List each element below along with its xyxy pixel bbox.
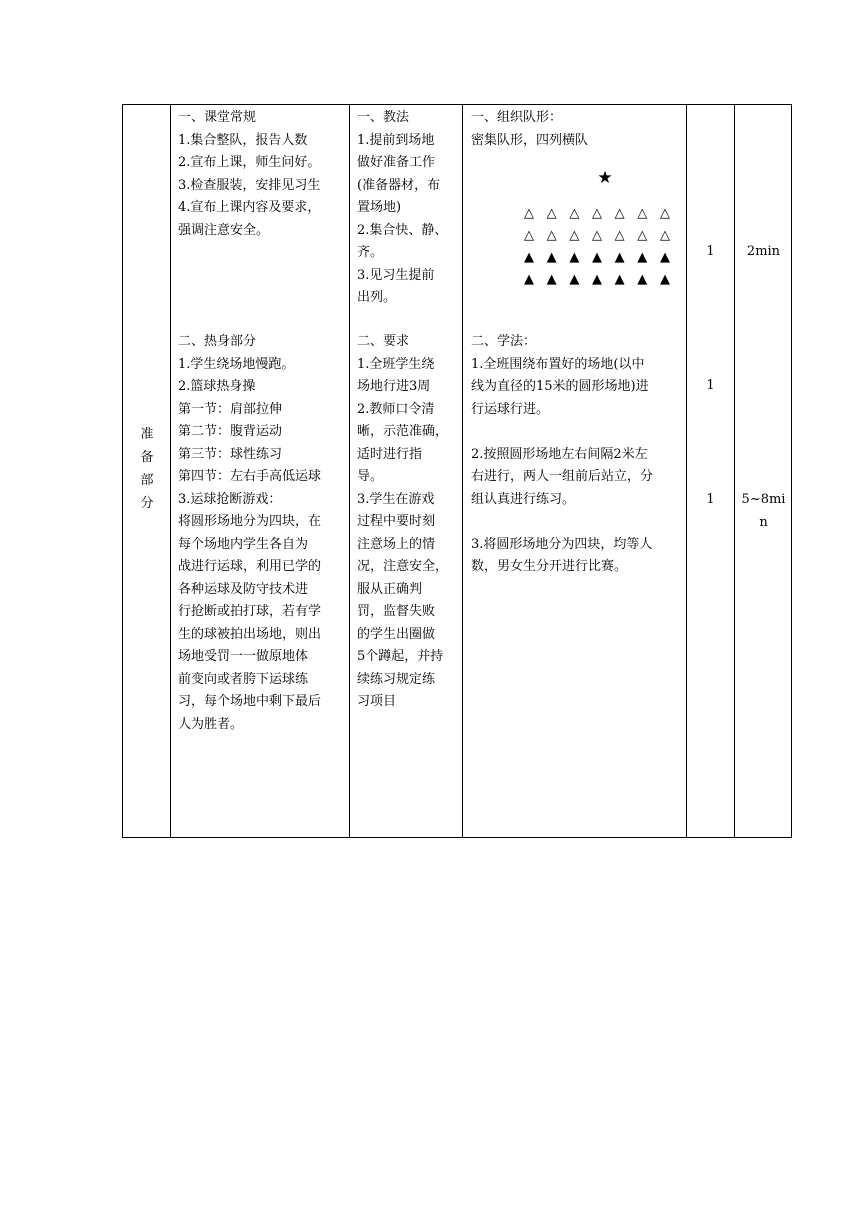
student-triangle-filled-icon: ▲ [637,272,648,287]
text-line: 况，注意安全， [357,559,449,574]
student-triangle-filled-icon: ▲ [614,250,625,265]
text-line: 做好准备工作 [357,155,436,170]
text-line: 数，男女生分开进行比赛。 [471,559,628,574]
formation-row [521,269,673,291]
text-line: 3.学生在游戏 [357,491,435,507]
organization-section-study-method [471,331,683,579]
text-line: (准备器材，布 [357,177,441,193]
text-line: 置场地) [357,200,402,215]
student-triangle-outline-icon: △ [569,206,580,221]
text-line: 第四节：左右手高低运球 [178,469,322,484]
student-triangle-filled-icon: ▲ [591,250,602,265]
student-triangle-filled-icon: ▲ [569,272,580,287]
student-triangle-outline-icon: △ [659,228,670,243]
student-triangle-filled-icon: ▲ [524,250,534,265]
text-line: 2.篮球热身操 [178,379,256,394]
text-line: 二、热身部分 [178,334,257,349]
text-line: 2.宣布上课，师生问好。 [178,155,321,170]
student-triangle-filled-icon: ▲ [659,272,670,287]
text-line: 2.按照圆形场地左右间隔2米左 [471,446,648,462]
part-label-char: 部 [140,473,154,488]
lesson-plan-table [122,104,792,838]
text-line: 行运球行进。 [471,401,550,417]
text-line: 3.将圆形场地分为四块，均等人 [471,536,653,552]
teacher-section-method [357,107,457,310]
text-line: 习，每个场地中剩下最后 [178,694,322,709]
student-triangle-filled-icon: ▲ [637,250,648,265]
student-triangle-filled-icon: ▲ [569,250,580,265]
text-line: 第三节：球性练习 [178,446,283,462]
text-line: 5个蹲起，并持 [357,649,444,664]
text-line: 二、要求 [357,334,410,349]
student-triangle-filled-icon: ▲ [546,250,557,265]
part-label-char: 备 [140,450,154,465]
text-line: 1.全班学生绕 [357,356,435,372]
student-triangle-outline-icon: △ [591,206,602,221]
text-line: 导。 [357,469,384,484]
text-line: 右进行，两人一组前后站立，分 [471,469,654,484]
student-triangle-filled-icon: ▲ [591,272,602,287]
teacher-star-icon: ★ [597,168,613,188]
text-line: 场地受罚一一做原地体 [178,649,309,664]
student-triangle-outline-icon: △ [637,228,648,243]
times-value: 1 [706,378,715,393]
formation-row [521,247,673,269]
text-line: 4.宣布上课内容及要求， [178,200,321,215]
text-line: 第一节：肩部拉伸 [178,401,283,417]
text-line: 3.见习生提前 [357,267,435,283]
text-line: 将圆形场地分为四块，在 [178,514,322,529]
text-line: 1.学生绕场地慢跑。 [178,356,295,372]
column-divider [734,105,735,837]
text-line: 行抢断或拍打球，若有学 [178,604,322,619]
teacher-section-requirements [357,331,457,714]
formation-diagram [519,167,679,291]
text-line: 第二节：腹背运动 [178,424,283,439]
duration-value: 2min [746,244,781,259]
text-line: 1.集合整队，报告人数 [178,132,308,148]
student-triangle-outline-icon: △ [614,228,625,243]
student-triangle-outline-icon: △ [569,228,580,243]
content-section-warmup [178,331,348,736]
text-line: 生的球被拍出场地，则出 [178,626,322,642]
student-triangle-outline-icon: △ [546,206,557,221]
text-line: 注意场上的情 [357,536,436,552]
organization-section-formation [471,107,683,152]
text-line [471,421,683,444]
text-line: 2.教师口令清 [357,401,435,417]
text-line: 罚，监督失败 [357,604,436,619]
column-divider [686,105,687,837]
formation-row [521,225,673,247]
text-line: 服从正确判 [357,581,423,597]
student-triangle-outline-icon: △ [524,228,534,243]
student-triangle-filled-icon: ▲ [524,272,534,287]
student-triangle-outline-icon: △ [659,206,670,221]
student-triangle-outline-icon: △ [637,206,648,221]
student-triangle-filled-icon: ▲ [546,272,557,287]
text-line: 1.全班围绕布置好的场地(以中 [471,356,645,372]
text-line: 习项目 [357,694,397,709]
text-line: 过程中要时刻 [357,514,436,529]
text-line [471,511,683,534]
text-line: 二、学法： [471,334,537,349]
text-line: 2.集合快、静、 [357,222,448,238]
text-line: 每个场地内学生各自为 [178,536,309,552]
part-label-char: 准 [140,427,154,442]
text-line: 线为直径的15米的圆形场地)进 [471,379,649,394]
column-divider [462,105,463,837]
text-line: 强调注意安全。 [178,222,270,238]
times-value: 1 [706,244,715,259]
part-label-preparation [123,423,171,515]
text-line: 一、组织队形： [471,110,563,125]
student-triangle-outline-icon: △ [546,228,557,243]
duration-value [735,489,792,534]
student-triangle-filled-icon: ▲ [659,250,670,265]
text-line: 出列。 [357,290,397,305]
formation-row [521,203,673,225]
text-line: 各种运球及防守技术进 [178,581,309,597]
student-triangle-outline-icon: △ [524,206,534,221]
text-line: 3.运球抢断游戏： [178,491,282,507]
text-line: 的学生出圈做 [357,626,436,642]
column-divider [349,105,350,837]
text-line: 一、教法 [357,110,410,125]
part-label-char: 分 [140,496,154,511]
times-value: 1 [706,492,715,507]
student-triangle-outline-icon: △ [614,206,625,221]
text-line: 3.检查服装，安排见习生 [178,177,321,193]
text-line: 晰，示范准确， [357,424,449,439]
text-line: 组认真进行练习。 [471,491,576,507]
text-line: 续练习规定练 [357,671,436,687]
text-line: 场地行进3周 [357,379,431,394]
content-section-routine [178,107,348,242]
text-line: 人为胜者。 [178,716,244,732]
text-line: 齐。 [357,245,384,260]
student-triangle-filled-icon: ▲ [614,272,625,287]
duration-line: 5~8mi [741,492,786,507]
text-line: 前变向或者胯下运球练 [178,671,309,687]
text-line: 密集队形，四列横队 [471,132,589,148]
text-line: 1.提前到场地 [357,132,435,148]
text-line: 一、课堂常规 [178,110,257,125]
text-line: 适时进行指 [357,446,423,462]
student-triangle-outline-icon: △ [591,228,602,243]
duration-line: n [759,514,768,530]
text-line: 战进行运球，利用已学的 [178,559,322,574]
